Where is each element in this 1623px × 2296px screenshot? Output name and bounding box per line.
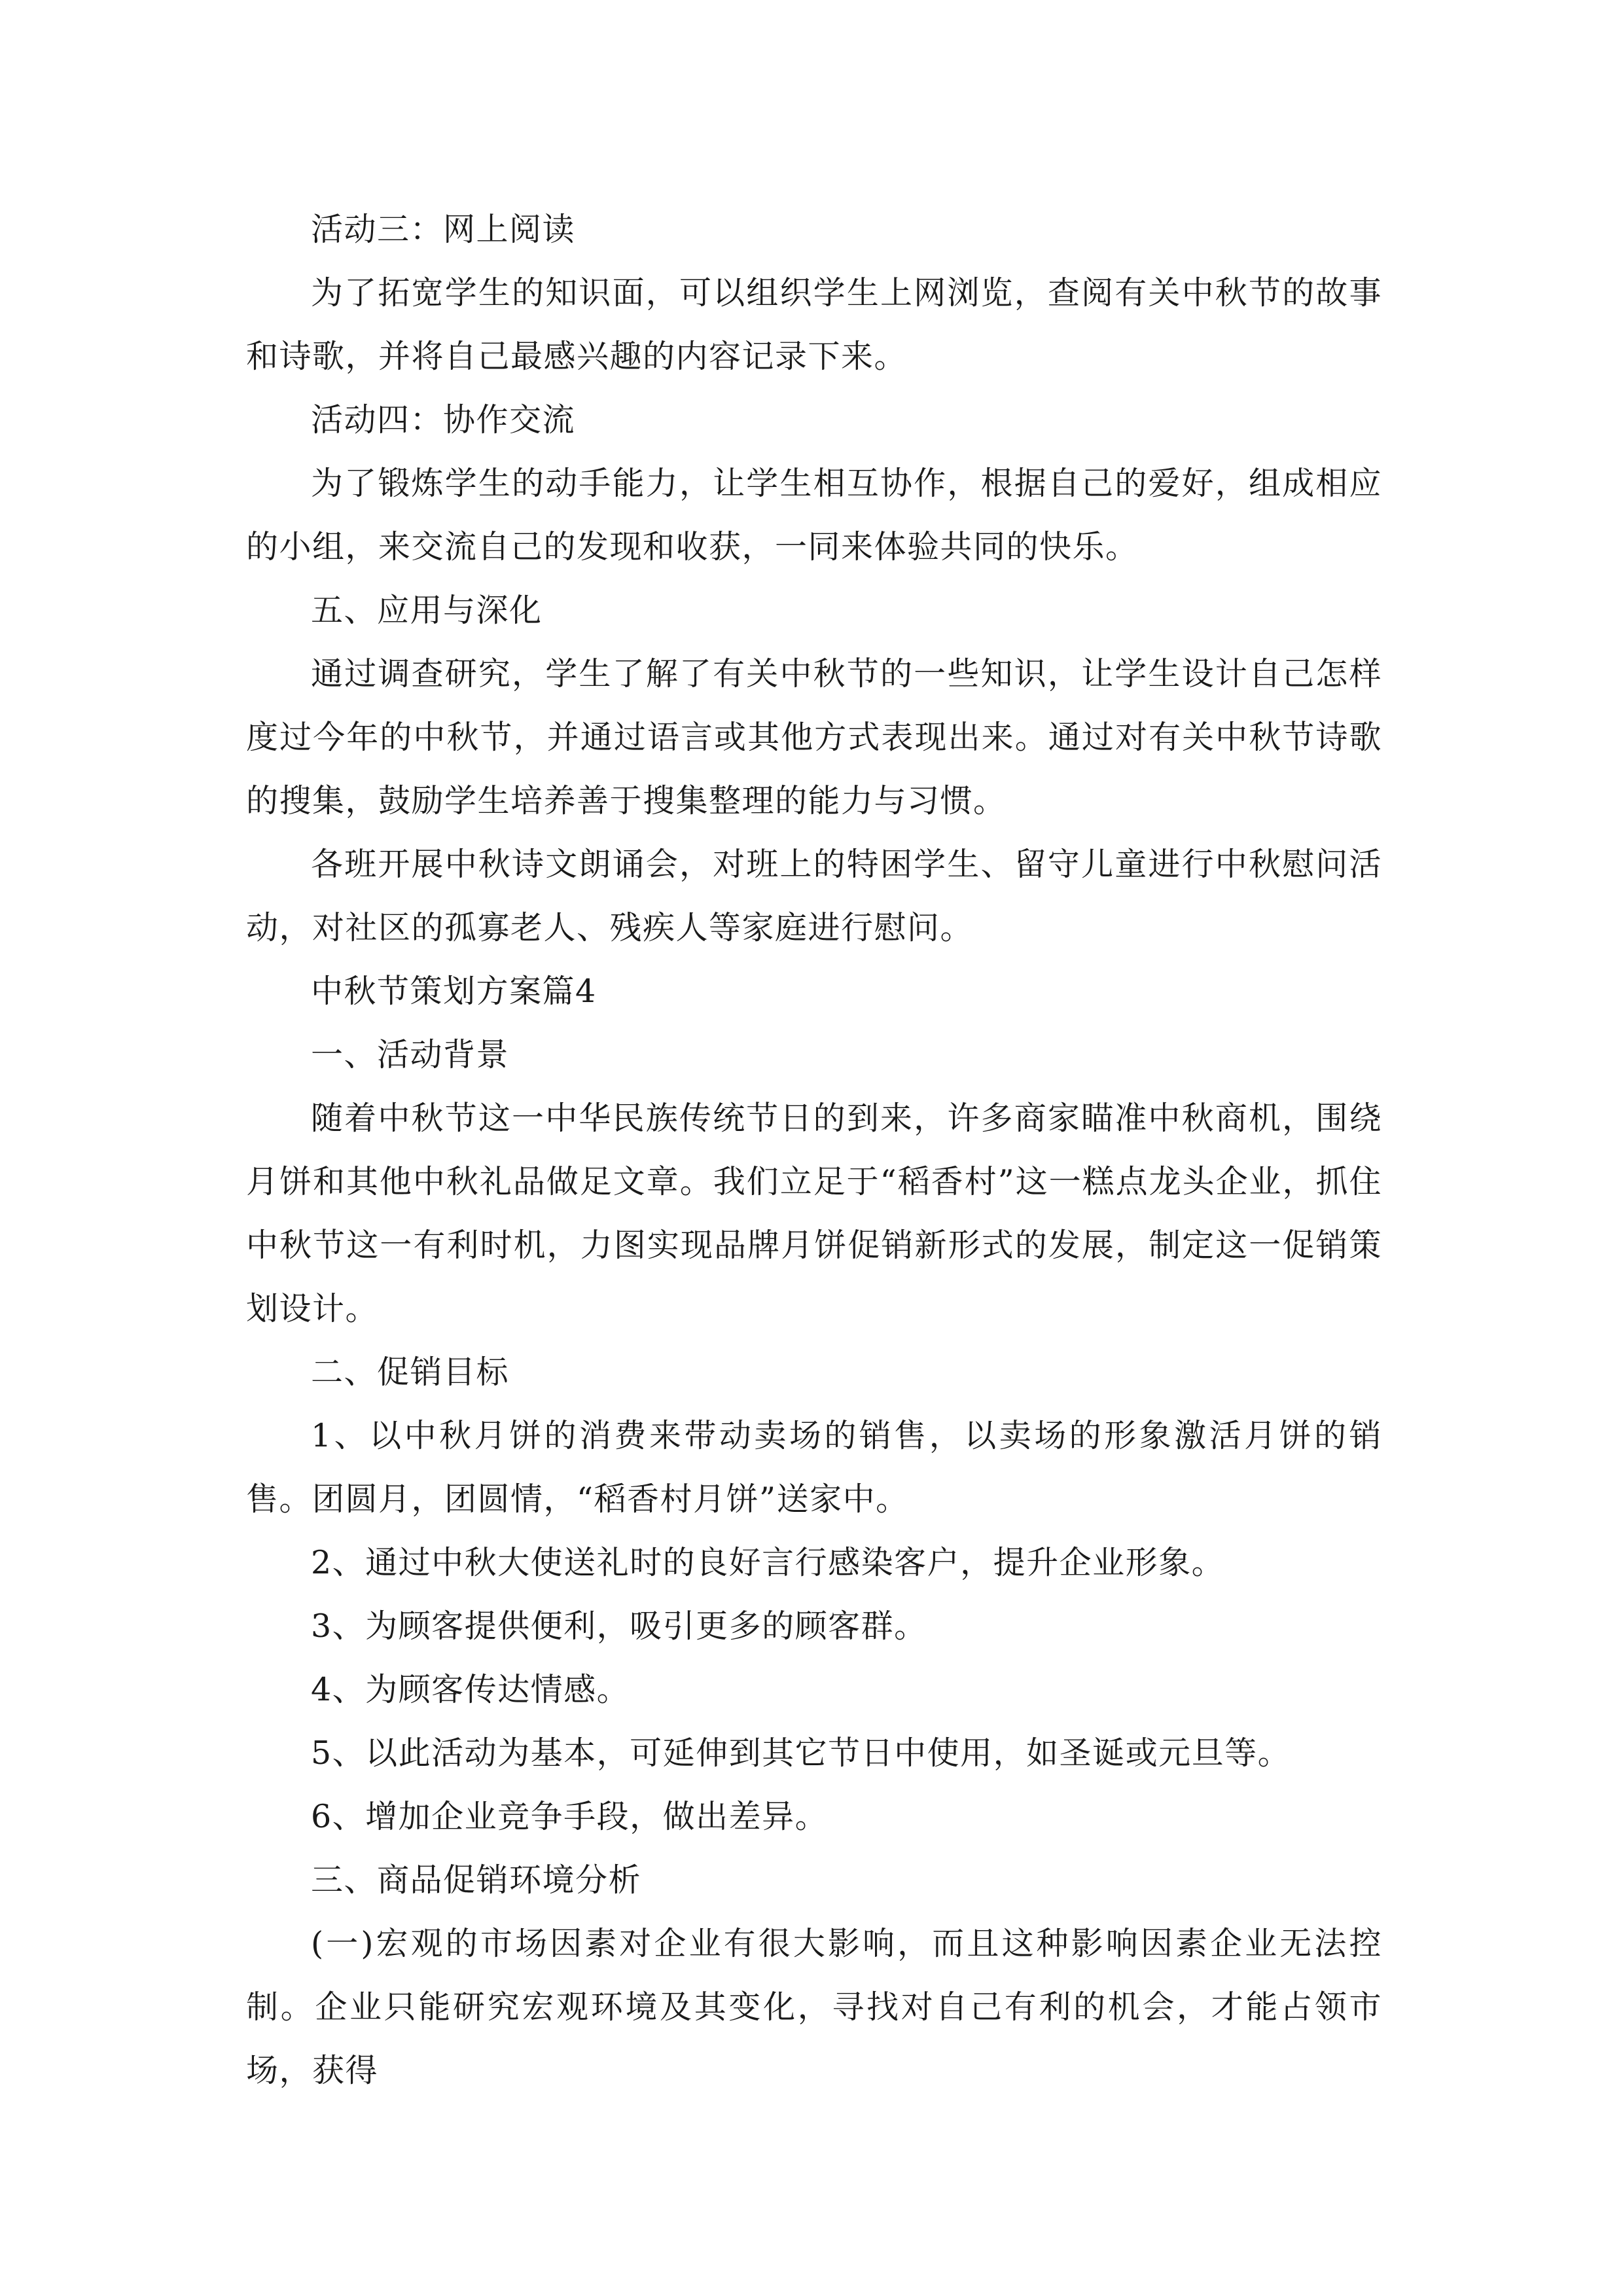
heading-activity-four: 活动四：协作交流 (311, 401, 576, 439)
list-item: 4、为顾客传达情感。 (311, 1671, 630, 1708)
list-item: 6、增加企业竞争手段，做出差异。 (311, 1798, 829, 1835)
heading-environment-analysis: 三、商品促销环境分析 (311, 1861, 642, 1899)
paragraph-online-reading: 为了拓宽学生的知识面，可以组织学生上网浏览，查阅有关中秋节的故事和诗歌，并将自己最感兴趣的内容记录下来。 (246, 274, 1382, 375)
list-item: 2、通过中秋大使送礼时的良好言行感染客户，提升企业形象。 (311, 1544, 1225, 1581)
paragraph-collaboration: 为了锻炼学生的动手能力，让学生相互协作，根据自己的爱好，组成相应的小组，来交流自己的发现和收获，一同来体验共同的快乐。 (246, 465, 1382, 565)
heading-background: 一、活动背景 (311, 1036, 510, 1073)
heading-goals: 二、促销目标 (311, 1354, 510, 1391)
heading-plan-four: 中秋节策划方案篇4 (311, 973, 597, 1010)
paragraph-macro-factors: (一)宏观的市场因素对企业有很大影响，而且这种影响因素企业无法控制。企业只能研究宏观环境及其变化，寻找对自己有利的机会，才能占领市场，获得 (246, 1925, 1382, 2089)
heading-activity-three: 活动三：网上阅读 (311, 211, 576, 248)
paragraph-background: 随着中秋节这一中华民族传统节日的到来，许多商家瞄准中秋商机，围绕月饼和其他中秋礼品做足文章。我们立足于“稻香村”这一糕点龙头企业，抓住中秋节这一有利时机，力图实现品牌月饼促销新形式的发展，制定这一促销策划设计。 (246, 1100, 1382, 1327)
document-body (246, 198, 1382, 2102)
heading-application: 五、应用与深化 (311, 592, 543, 629)
paragraph-research: 通过调查研究，学生了解了有关中秋节的一些知识，让学生设计自己怎样度过今年的中秋节，并通过语言或其他方式表现出来。通过对有关中秋节诗歌的搜集，鼓励学生培养善于搜集整理的能力与习惯。 (246, 655, 1382, 819)
paragraph-recitation: 各班开展中秋诗文朗诵会，对班上的特困学生、留守儿童进行中秋慰问活动，对社区的孤寡老人、残疾人等家庭进行慰问。 (246, 846, 1382, 946)
list-item: 3、为顾客提供便利，吸引更多的顾客群。 (311, 1607, 927, 1645)
list-item: 5、以此活动为基本，可延伸到其它节日中使用，如圣诞或元旦等。 (311, 1734, 1291, 1772)
list-item: 1、以中秋月饼的消费来带动卖场的销售，以卖场的形象激活月饼的销售。团圆月，团圆情，“稻香村月饼”送家中。 (246, 1417, 1382, 1518)
